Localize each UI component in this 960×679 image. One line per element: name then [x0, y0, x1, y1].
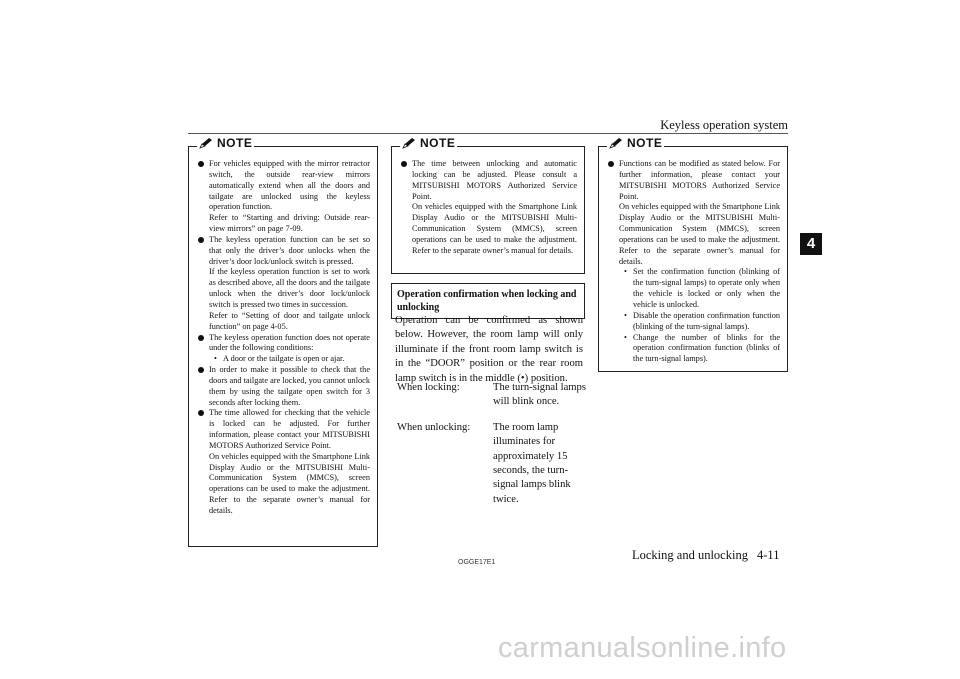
note-box-1	[188, 136, 378, 547]
note-header	[400, 138, 457, 149]
note-paragraph: The keyless operation function does not operate under the following conditions:	[209, 332, 370, 353]
note-subitem: • Change the number of blinks for the operation confirmation function (blinks of the turn-signal lamps).	[619, 333, 780, 366]
definition-table	[397, 381, 587, 507]
note-paragraph: The time allowed for checking that the vehicle is locked can be adjusted. For further information, please contact your MITSUBISHI MOTORS Authorized Service Point.	[209, 408, 370, 450]
note-box-3	[598, 136, 788, 372]
watermark: carmanualsonline.info	[498, 632, 787, 664]
note-paragraph: If the keyless operation function is set to work as described above, all the doors and the tailgate unlock when the driver’s door lock/unlock switch is pressed two times in succession.	[209, 267, 370, 309]
note-item	[197, 333, 370, 366]
note-label: NOTE	[217, 136, 253, 151]
note-item	[197, 235, 370, 333]
note-paragraph: On vehicles equipped with the Smartphone Link Display Audio or the MITSUBISHI Multi-Communication System (MMCS), screen operations can be used to make the adjustment. Refer to the separate owner’s manual for details.	[209, 451, 370, 515]
note-paragraph: Functions can be modified as stated below. For further information, please contact your MITSUBISHI MOTORS Authorized Service Point.	[619, 159, 780, 201]
note-paragraph: In order to make it possible to check that the doors and tailgate are locked, you cannot unlock them by using the tailgate open switch for 3 seconds after locking them.	[209, 365, 370, 407]
definition-row	[397, 381, 587, 410]
note-subitem: • Set the confirmation function (blinking of the turn-signal lamps) to operate only when the vehicle is locked or only when the vehicle is unlocked.	[619, 267, 780, 310]
pencil-icon	[402, 138, 416, 149]
header-title: Keyless operation system	[660, 118, 788, 132]
definition-term: When locking:	[397, 382, 460, 393]
pencil-icon	[199, 138, 213, 149]
header-rule	[188, 133, 788, 134]
note-item	[607, 159, 780, 365]
note-paragraph: On vehicles equipped with the Smartphone Link Display Audio or the MITSUBISHI Multi-Communication System (MMCS), screen operations can be used to make the adjustment. Refer to the separate owner’s manual for details.	[619, 202, 780, 266]
note-paragraph: For vehicles equipped with the mirror retractor switch, the outside rear-view mirrors automatically extend when all the doors and tailgate are unlocked using the keyless operation function.	[209, 159, 370, 212]
note-item	[197, 408, 370, 516]
note-subitem: • A door or the tailgate is open or ajar.	[209, 354, 370, 365]
note-header	[197, 138, 254, 149]
section-body: Operation can be confirmed as shown below. However, the room lamp will only illuminate if the front room lamp switch is in the “DOOR” position or the rear room lamp switch is in the middle (•) position.	[395, 315, 583, 384]
note-paragraph: The keyless operation function can be set so that only the driver’s door unlocks when the driver’s door lock/unlock switch is pressed.	[209, 234, 370, 266]
note-item	[197, 159, 370, 235]
note-label: NOTE	[420, 136, 456, 151]
definition-desc: The room lamp illuminates for approximately 15 seconds, the turn-signal lamps blink twice.	[493, 421, 571, 505]
note-item	[400, 159, 577, 257]
pencil-icon	[609, 138, 623, 149]
note-paragraph: On vehicles equipped with the Smartphone Link Display Audio or the MITSUBISHI Multi-Communication System (MMCS), screen operations can be used to make the adjustment. Refer to the separate owner’s manual for details.	[412, 202, 577, 255]
page-number: 4-11	[757, 548, 780, 562]
note-subitem: • Disable the operation confirmation function (blinking of the turn-signal lamps).	[619, 311, 780, 333]
note-item	[197, 365, 370, 408]
definition-desc: The turn-signal lamps will blink once.	[493, 382, 586, 408]
footer-code: OGGE17E1	[458, 559, 496, 566]
section-heading: Operation confirmation when locking and unlocking	[391, 283, 585, 319]
definition-row	[397, 421, 587, 507]
note-box-2	[391, 136, 585, 274]
definition-term: When unlocking:	[397, 421, 471, 433]
note-header	[607, 138, 664, 149]
note-label: NOTE	[627, 136, 663, 151]
note-paragraph: The time between unlocking and automatic locking can be adjusted. Please consult a MITSUBISHI MOTORS Authorized Service Point.	[412, 159, 577, 201]
chapter-tab: 4	[800, 233, 822, 255]
footer-section-title: Locking and unlocking	[632, 548, 748, 562]
note-paragraph: Refer to “Setting of door and tailgate unlock function” on page 4-05.	[209, 310, 370, 331]
note-paragraph: Refer to “Starting and driving: Outside rear-view mirrors” on page 7-09.	[209, 213, 370, 234]
